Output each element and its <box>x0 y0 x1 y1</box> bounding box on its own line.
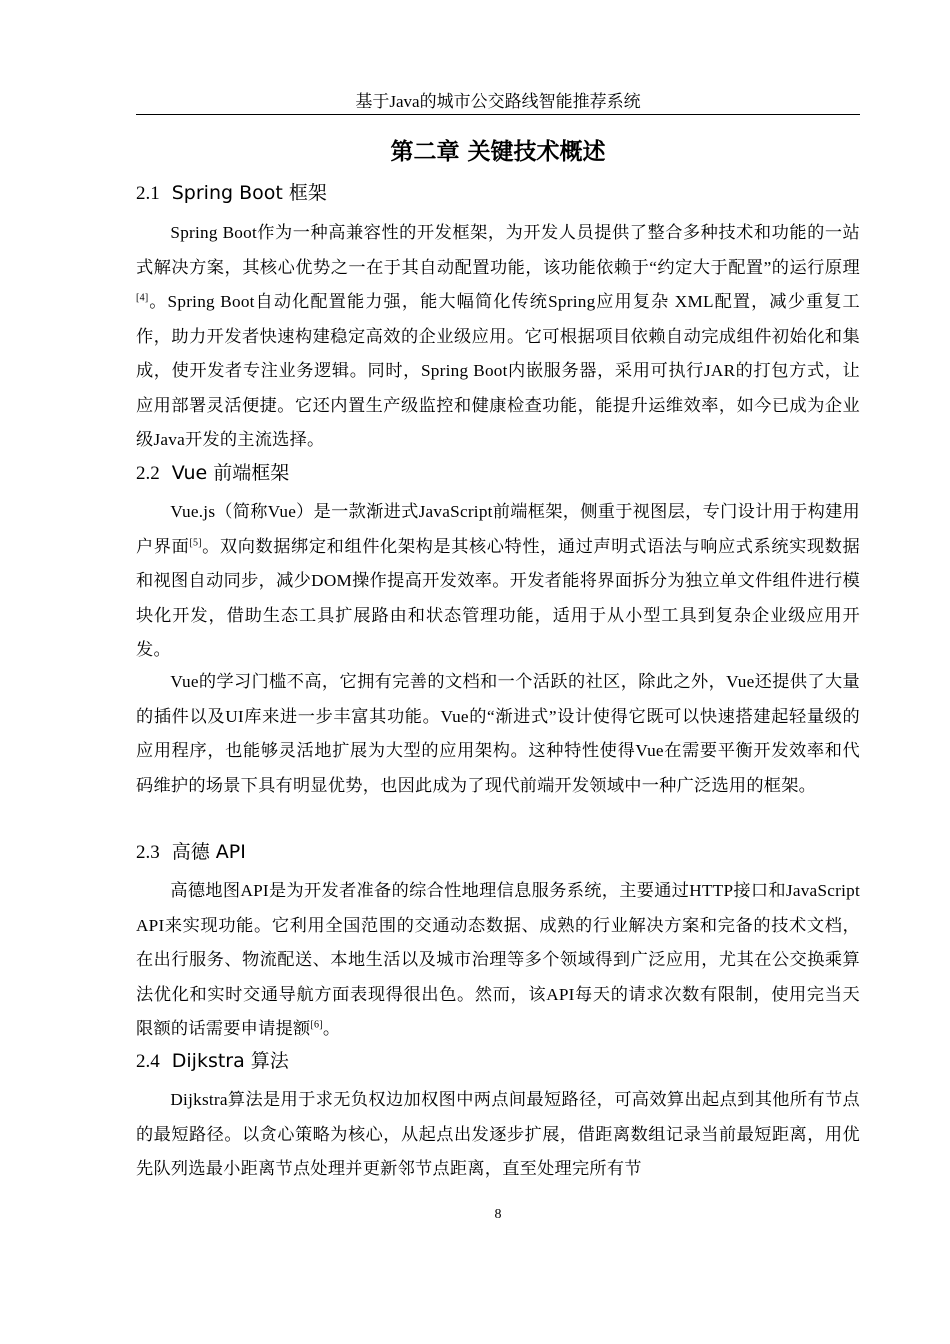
paragraph-text: Vue的学习门槛不高，它拥有完善的文档和一个活跃的社区，除此之外，Vue还提供了大量的插件以及UI库来进一步丰富其功能。Vue的“渐进式”设计使得它既可以快速搭建起轻量级的应用程序，也能够灵活地扩展为大型的应用架构。这种特性使得Vue在需要平衡开发效率和代码维护的场景下具有明显优势，也因此成为了现代前端开发领域中一种广泛选用的框架。 <box>136 672 860 795</box>
paragraph <box>136 665 860 803</box>
section-number: 2.4 <box>136 1051 160 1072</box>
section-heading-2-1 <box>136 180 860 207</box>
section-title: 高德 API <box>171 841 246 863</box>
paragraph-text: Vue.js（简称Vue）是一款渐进式JavaScript前端框架，侧重于视图层，专门设计用于构建用户界面 <box>136 502 860 556</box>
paragraph-text: 。Spring Boot自动化配置能力强，能大幅简化传统Spring应用复杂 XML配置，减少重复工作，助力开发者快速构建稳定高效的企业级应用。它可根据项目依赖自动完成组件初始化和集成，使开发者专注业务逻辑。同时，Spring Boot内嵌服务器，采用可执行JAR的打包方式，让应用部署灵活便捷。它还内置生产级监控和健康检查功能，能提升运维效率，如今已成为企业级Java开发的主流选择。 <box>136 292 860 449</box>
citation-ref: [4] <box>136 292 149 304</box>
section-number: 2.3 <box>136 842 160 863</box>
section-number: 2.2 <box>136 463 160 484</box>
paragraph <box>136 874 860 1047</box>
page-number: 8 <box>494 1207 502 1222</box>
citation-ref: [5] <box>189 536 202 548</box>
section-title: Spring Boot 框架 <box>171 182 327 204</box>
paragraph <box>136 216 860 458</box>
paragraph <box>136 1083 860 1187</box>
paragraph-text: 。 <box>322 1019 341 1038</box>
chapter-title: 第二章 关键技术概述 <box>390 139 606 165</box>
paragraph-text: Spring Boot作为一种高兼容性的开发框架，为开发人员提供了整合多种技术和功能的一站式解决方案，其核心优势之一在于其自动配置功能，该功能依赖于“约定大于配置”的运行原理 <box>136 223 860 277</box>
section-heading-2-2 <box>136 460 860 487</box>
section-number: 2.1 <box>136 183 160 204</box>
section-heading-2-4 <box>136 1048 860 1075</box>
paragraph-text: 高德地图API是为开发者准备的综合性地理信息服务系统，主要通过HTTP接口和JavaScript API来实现功能。它利用全国范围的交通动态数据、成熟的行业解决方案和完备的技术文档，在出行服务、物流配送、本地生活以及城市治理等多个领域得到广泛应用，尤其在公交换乘算法优化和实时交通导航方面表现得很出色。然而，该API每天的请求次数有限制，使用完当天限额的话需要申请提额 <box>136 881 860 1038</box>
section-title: Dijkstra 算法 <box>171 1050 289 1072</box>
citation-ref: [6] <box>310 1019 323 1031</box>
paragraph <box>136 495 860 668</box>
paragraph-text: Dijkstra算法是用于求无负权边加权图中两点间最短路径，可高效算出起点到其他所有节点的最短路径。以贪心策略为核心，从起点出发逐步扩展，借距离数组记录当前最短距离，用优先队列选最小距离节点处理并更新邻节点距离，直至处理完所有节 <box>136 1090 860 1178</box>
paragraph-text: 。双向数据绑定和组件化架构是其核心特性，通过声明式语法与响应式系统实现数据和视图自动同步，减少DOM操作提高开发效率。开发者能将界面拆分为独立单文件组件进行模块化开发，借助生态工具扩展路由和状态管理功能，适用于从小型工具到复杂企业级应用开发。 <box>136 536 860 659</box>
section-title: Vue 前端框架 <box>171 462 290 484</box>
running-header: 基于Java的城市公交路线智能推荐系统 <box>355 92 641 111</box>
header-rule <box>136 114 860 115</box>
section-heading-2-3 <box>136 839 860 866</box>
